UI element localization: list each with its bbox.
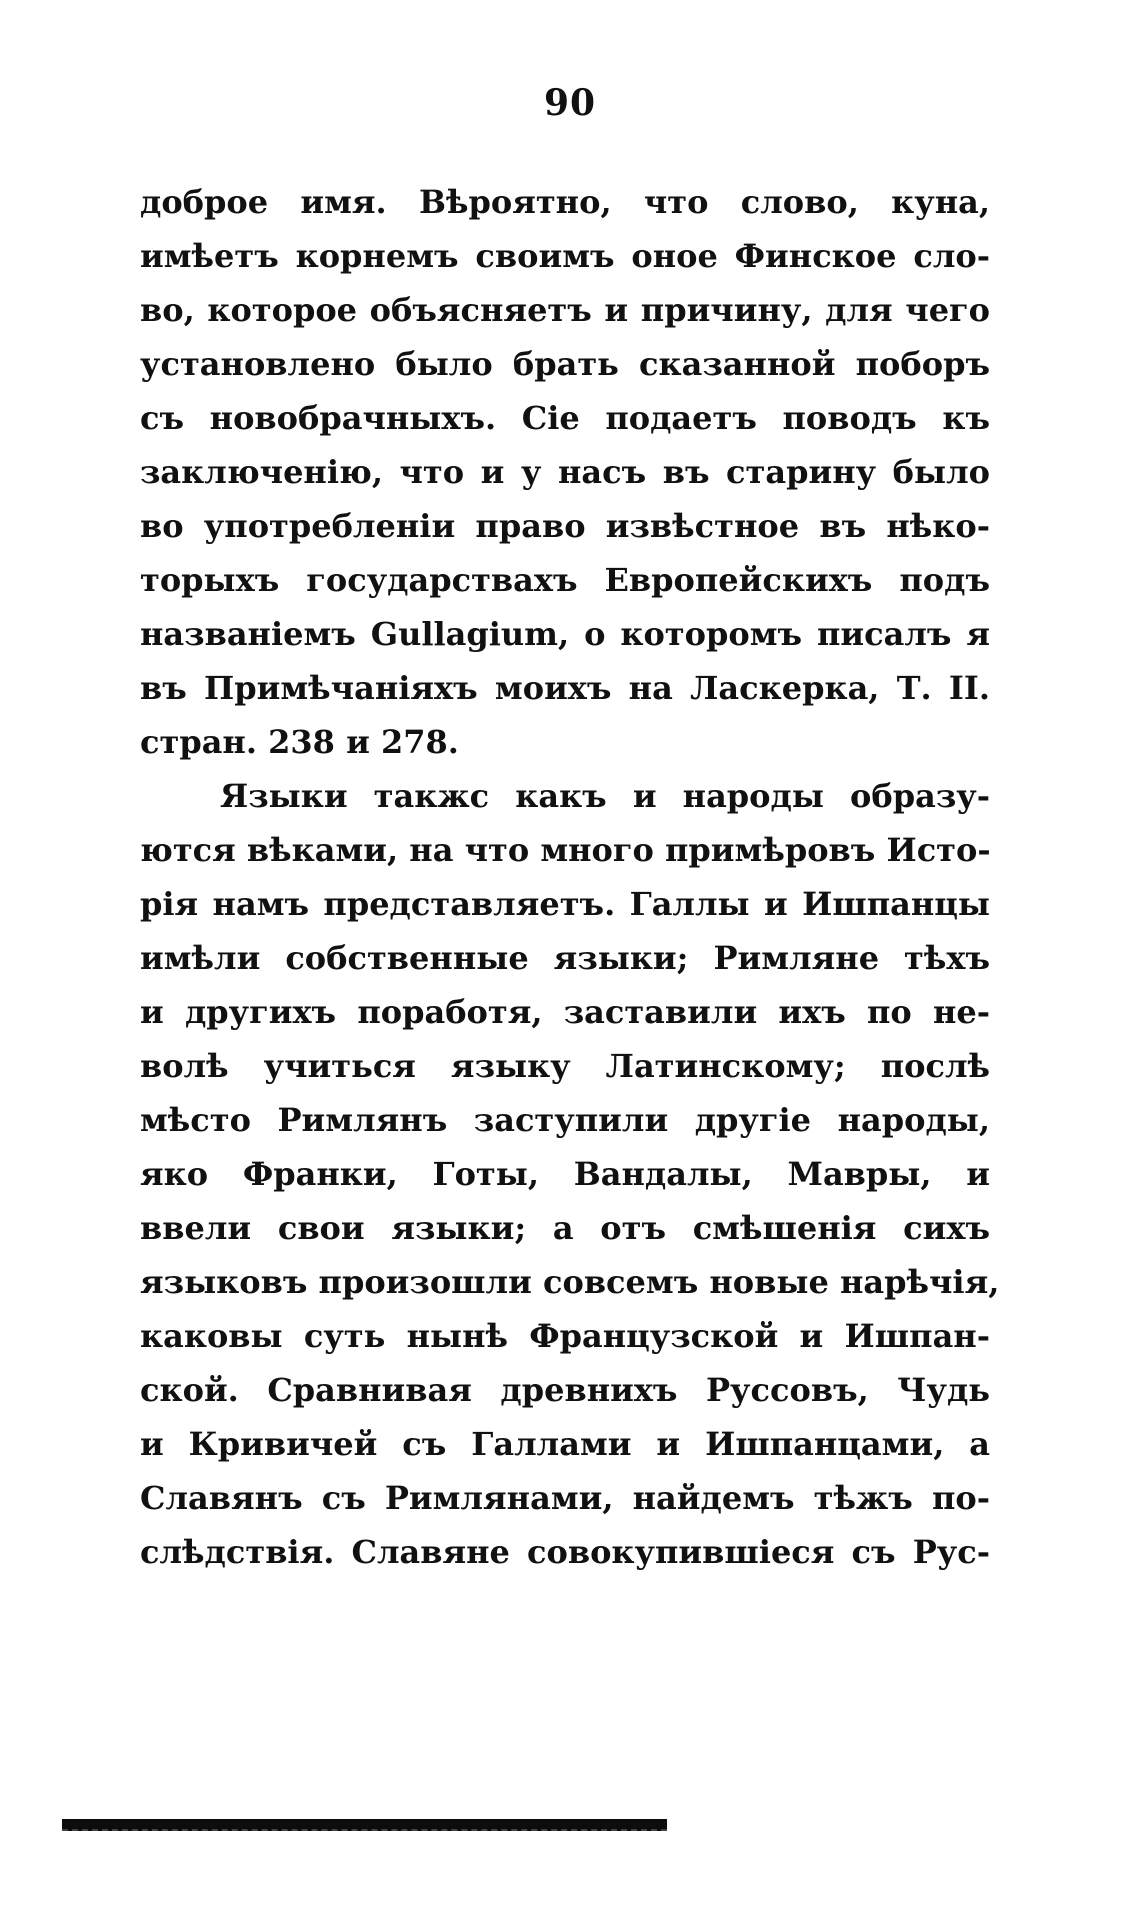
text-line: слѣдствія. Славяне совокупившіеся съ Рус- [140,1533,990,1571]
text-line: яко Франки, Готы, Вандалы, Мавры, и [140,1155,990,1193]
text-line: рія намъ представляетъ. Галлы и Ишпанцы [140,885,990,923]
text-line: имѣли собственные языки; Римляне тѣхъ [140,939,990,977]
text-line: ются вѣками, на что много примѣровъ Исто- [140,831,991,869]
paragraph [140,769,1000,1579]
text-line: во, которое объясняетъ и причину, для чего [140,291,990,329]
text-line: ввели свои языки; а отъ смѣшенія сихъ [140,1209,990,1247]
text-line: доброе имя. Вѣроятно, что слово, куна, [140,183,990,221]
text-line: мѣсто Римлянъ заступили другіе народы, [140,1101,990,1139]
text-line: названіемъ Gullagium, о которомъ писалъ я [140,615,990,653]
text-line: языковъ произошли совсемъ новые нарѣчія, [140,1263,1000,1301]
paragraph [140,175,990,769]
text-line: заключенію, что и у насъ въ старину было [140,453,990,491]
text-line: волѣ учиться языку Латинскому; послѣ [140,1047,990,1085]
text-line: Языки такжс какъ и народы образу- [220,777,990,815]
text-line: и Кривичей съ Галлами и Ишпанцами, а [140,1425,990,1463]
text-line: во употребленіи право извѣстное въ нѣко- [140,507,990,545]
text-line: ской. Сравнивая древнихъ Руссовъ, Чудь [140,1371,990,1409]
text-line: Славянъ съ Римлянами, найдемъ тѣжъ по- [140,1479,990,1517]
text-line: имѣетъ корнемъ своимъ оное Финское сло- [140,237,990,275]
text-line: торыхъ государствахъ Европейскихъ подъ [140,561,990,599]
text-line: и другихъ поработя, заставили ихъ по не- [140,993,990,1031]
footer-rule [62,1819,667,1831]
text-line: установлено было брать сказанной поборъ [140,345,990,383]
page-number: 90 [543,82,597,124]
text-line: каковы суть нынѣ Французской и Ишпан- [140,1317,990,1355]
text-line: стран. 238 и 278. [140,723,459,761]
body-text [140,175,1000,1579]
text-line: въ Примѣчаніяхъ моихъ на Ласкерка, Т. II. [140,669,990,707]
text-line: съ новобрачныхъ. Сіе подаетъ поводъ къ [140,399,990,437]
